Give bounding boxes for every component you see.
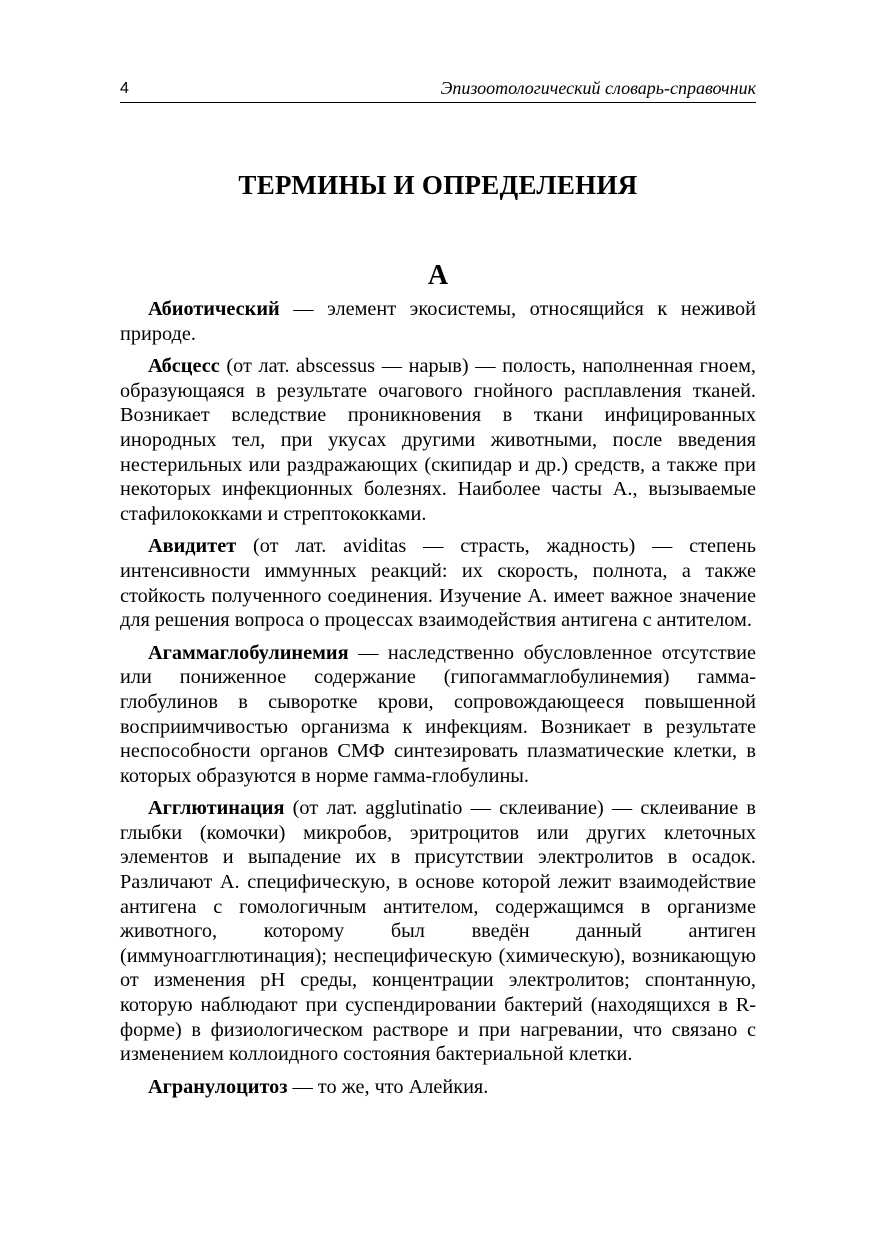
entry-term: Агранулоцитоз	[148, 1075, 288, 1098]
page-title: ТЕРМИНЫ И ОПРЕДЕЛЕНИЯ	[238, 170, 638, 200]
running-header	[120, 78, 756, 103]
running-title: Эпизоотологический словарь-справочник	[440, 78, 756, 98]
page-number: 4	[120, 80, 129, 97]
entry-definition: — то же, что Алейкия.	[287, 1075, 489, 1098]
dictionary-entry-abscess	[120, 354, 756, 526]
entry-term: Агаммаглобулинемия	[148, 641, 349, 664]
entry-term: Абсцесс	[148, 355, 220, 378]
dictionary-entry-agammaglobulinemia	[120, 641, 756, 789]
dictionary-entry-agranulocytosis	[120, 1075, 756, 1100]
dictionary-entry-aviditet	[120, 534, 756, 632]
entry-definition: — наследственно обусловленное отсутствие или пониженное содержание (гипогаммаглобулинемия) гамма-глобулинов в сыворотке крови, сопровождающееся повышенной восприимчивостью организма к инфекциям. Возникает в результате неспособности органов СМФ синтезировать плазматические клетки, в которых образуются в норме гамма-глобулины.	[120, 641, 756, 787]
entry-definition: (от лат. aviditas — страсть, жадность) — степень интенсивности иммунных реакций: их скорость, полнота, а также стойкость полученного соединения. Изучение А. имеет важное значение для решения вопроса о процессах взаимодействия антигена с антителом.	[120, 535, 756, 632]
entry-definition: (от лат. agglutinatio — склеивание) — склеивание в глыбки (комочки) микробов, эритроцитов или других клеточных элементов и выпадение их в присутствии электролитов в осадок. Различают А. специфическую, в основе которой лежит взаимодействие антигена с гомологичным антителом, содержащимся в организме животного, которому был введён данный антиген (иммуноагглютинация); неспецифическую (химическую), возникающую от изменения pH среды, концентрации электролитов; спонтанную, которую наблюдают при суспендировании бактерий (находящихся в R-форме) в физиологическом растворе и при нагревании, что связано с изменением коллоидного состояния бактериальной клетки.	[120, 797, 756, 1066]
entry-term: Абиотический	[148, 298, 280, 320]
dictionary-entries	[120, 297, 756, 1107]
dictionary-entry-abioticheskiy	[120, 297, 756, 346]
dictionary-entry-agglutination	[120, 796, 756, 1067]
section-letter: А	[427, 260, 449, 291]
entry-definition: (от лат. abscessus — нарыв) — полость, наполненная гноем, образующаяся в результате очагового гнойного расплавления тканей. Возникает вследствие проникновения в ткани инфицированных инородных тел, при укусах другими животными, после введения нестерильных или раздражающих (скипидар и др.) средств, а также при некоторых инфекционных болезнях. Наиболее часты А., вызываемые стафилококками и стрептококками.	[120, 355, 756, 525]
entry-definition: — элемент экосистемы, относящийся к неживой природе.	[120, 298, 756, 345]
entry-term: Авидитет	[148, 535, 237, 558]
entry-term: Агглютинация	[148, 797, 285, 820]
